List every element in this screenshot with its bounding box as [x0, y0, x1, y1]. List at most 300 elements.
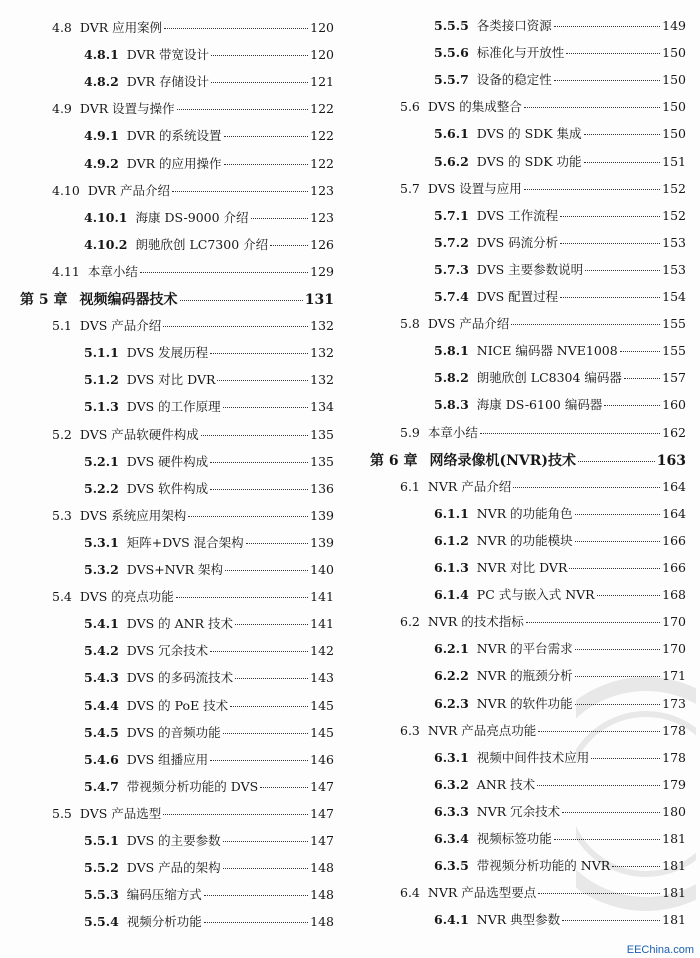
toc-entry[interactable] [400, 97, 686, 115]
toc-entry-number: 5.4.3 [84, 670, 119, 686]
toc-entry-title: 本章小结 [427, 424, 478, 440]
toc-entry-page: 181 [662, 831, 686, 846]
toc-entry-number: 5.1 [52, 318, 72, 334]
toc-entry-page: 170 [662, 614, 686, 630]
toc-entry-number: 第 5 章 [20, 292, 68, 308]
toc-entry-title: NVR 的技术指标 [427, 614, 524, 630]
toc-entry-number: 6.1.1 [434, 505, 469, 521]
toc-entry-title: NVR 的平台需求 [476, 641, 573, 657]
toc-entry-page: 145 [310, 697, 334, 713]
toc-entry-title: DVS 的集成整合 [427, 99, 522, 115]
toc-entry-title: 编码压缩方式 [126, 887, 202, 903]
toc-entry[interactable] [84, 885, 334, 903]
toc-entry-number: 5.5.3 [84, 887, 119, 903]
toc-entry-number: 4.8.1 [84, 47, 119, 63]
toc-entry-number: 5.6.1 [434, 126, 469, 142]
toc-entry-title: NVR 的瓶颈分析 [476, 668, 573, 684]
toc-entry[interactable] [52, 181, 334, 199]
toc-entry-page: 148 [310, 860, 334, 876]
toc-entry-number: 4.11 [52, 263, 80, 279]
toc-entry-page: 160 [662, 397, 686, 413]
toc-entry[interactable] [84, 479, 334, 497]
toc-entry-page: 148 [310, 914, 334, 930]
toc-entry-number: 4.9.2 [84, 155, 119, 171]
toc-entry-title: DVS 产品软硬件构成 [79, 426, 199, 442]
toc-entry-number: 5.3.2 [84, 562, 119, 577]
toc-entry-title: PC 式与嵌入式 NVR [476, 587, 595, 603]
toc-leader-dots [270, 245, 308, 246]
toc-entry-number: 5.6 [400, 99, 420, 115]
toc-entry-page: 142 [310, 643, 334, 659]
toc-entry[interactable] [84, 750, 334, 768]
toc-entry-number: 5.3.1 [84, 534, 119, 550]
toc-entry-number: 5.4.5 [84, 724, 119, 740]
toc-entry-title: DVS 硬件构成 [126, 453, 209, 469]
toc-entry-title: NVR 的功能模块 [476, 532, 573, 548]
toc-entry-page: 151 [662, 153, 686, 169]
toc-entry[interactable] [84, 533, 334, 551]
toc-entry-title: DVS 软件构成 [126, 480, 209, 496]
toc-entry-page: 154 [662, 289, 686, 304]
toc-entry-page: 147 [310, 805, 334, 821]
toc-entry-number: 5.8 [400, 316, 420, 332]
toc-entry[interactable] [52, 425, 334, 443]
toc-entry-page: 171 [662, 668, 686, 684]
toc-leader-dots [172, 191, 308, 192]
toc-entry-page: 129 [310, 263, 334, 279]
toc-entry-title: DVS 码流分析 [476, 234, 559, 250]
toc-entry[interactable] [434, 16, 686, 34]
toc-entry-title: NVR 对比 DVR [476, 560, 568, 575]
toc-entry-page: 132 [310, 372, 334, 388]
toc-leader-dots [223, 841, 308, 842]
toc-entry-title: 海康 DS-6100 编码器 [476, 397, 603, 413]
toc-entry-title: DVS 的音频功能 [126, 724, 221, 740]
toc-entry[interactable] [52, 99, 334, 117]
toc-entry-number: 5.4.2 [84, 643, 119, 659]
toc-leader-dots [210, 353, 308, 354]
toc-entry-number: 5.5.4 [84, 914, 119, 930]
toc-entry-number: 6.1.2 [434, 532, 469, 548]
toc-entry-title: DVS 的主要参数 [126, 833, 221, 848]
toc-entry-number: 5.5.1 [84, 833, 119, 848]
toc-entry-page: 178 [662, 722, 686, 738]
toc-leader-dots [176, 597, 308, 598]
toc-entry[interactable] [84, 668, 334, 686]
toc-entry[interactable] [434, 260, 686, 278]
toc-entry[interactable] [84, 343, 334, 361]
toc-entry-page: 136 [310, 480, 334, 496]
toc-entry[interactable] [370, 450, 686, 470]
toc-leader-dots [163, 814, 308, 815]
toc-entry-number: 5.9 [400, 424, 420, 440]
toc-entry-title: DVS 设置与应用 [427, 180, 522, 196]
toc-entry-page: 148 [310, 887, 334, 903]
toc-entry-title: NVR 产品选型要点 [427, 885, 537, 901]
toc-leader-dots [513, 487, 660, 488]
toc-entry[interactable] [434, 368, 686, 386]
toc-leader-dots [230, 706, 308, 707]
toc-entry-page: 157 [662, 370, 686, 386]
toc-entry-number: 5.2.2 [84, 480, 119, 496]
toc-entry-number: 5.2 [52, 426, 72, 442]
toc-leader-dots [235, 678, 308, 679]
toc-leader-dots [163, 326, 308, 327]
toc-entry[interactable] [84, 154, 334, 172]
toc-entry[interactable] [84, 560, 334, 578]
toc-leader-dots [511, 324, 660, 325]
toc-leader-dots [524, 189, 660, 190]
toc-entry[interactable] [400, 612, 686, 630]
toc-leader-dots [585, 270, 660, 271]
toc-entry[interactable] [84, 614, 334, 632]
toc-entry-number: 6.3.1 [434, 749, 469, 765]
toc-entry-number: 4.9 [52, 101, 72, 117]
toc-leader-dots [524, 107, 660, 108]
toc-entry-title: NVR 的功能角色 [476, 505, 573, 521]
toc-leader-dots [575, 541, 660, 542]
toc-entry[interactable] [434, 70, 686, 88]
toc-entry-page: 150 [662, 126, 686, 142]
toc-leader-dots [211, 55, 308, 56]
toc-entry-title: NVR 产品介绍 [427, 478, 512, 494]
toc-entry-title: DVS 主要参数说明 [476, 261, 584, 277]
toc-entry[interactable] [400, 179, 686, 197]
toc-entry[interactable] [84, 858, 334, 876]
toc-entry-page: 162 [662, 424, 686, 440]
toc-entry-page: 150 [662, 45, 686, 61]
toc-entry-title: DVS 的工作原理 [126, 399, 221, 415]
toc-entry[interactable] [434, 341, 686, 359]
toc-entry[interactable] [84, 397, 334, 415]
toc-entry-title: DVR 的系统设置 [126, 128, 222, 144]
toc-entry-page: 166 [662, 560, 686, 575]
toc-entry-page: 149 [662, 18, 686, 33]
toc-entry-page: 181 [662, 858, 686, 874]
brand-watermark[interactable]: EEChina.com [626, 944, 694, 956]
toc-leader-dots [560, 216, 660, 217]
toc-entry-title: 朗驰欣创 LC8304 编码器 [476, 370, 622, 386]
toc-entry-number: 6.3.2 [434, 776, 469, 792]
toc-leader-dots [620, 351, 660, 352]
toc-leader-dots [624, 378, 660, 379]
toc-entry-page: 123 [310, 209, 334, 225]
toc-entry-page: 126 [310, 236, 334, 252]
toc-entry-number: 6.2.2 [434, 668, 469, 684]
toc-entry-title: DVS 发展历程 [126, 345, 209, 361]
toc-entry-page: 122 [310, 101, 334, 117]
toc-entry-title: 带视频分析功能的 DVS [126, 778, 259, 794]
toc-leader-dots [180, 300, 303, 301]
toc-entry[interactable] [84, 641, 334, 659]
toc-entry-number: 5.6.2 [434, 153, 469, 169]
toc-entry-title: NVR 冗余技术 [476, 803, 561, 819]
toc-leader-dots [164, 28, 308, 29]
toc-entry-number: 6.2 [400, 614, 420, 630]
toc-entry-page: 163 [656, 452, 686, 469]
toc-entry-title: 本章小结 [87, 263, 138, 279]
toc-entry-page: 152 [662, 180, 686, 196]
toc-entry-page: 135 [310, 453, 334, 469]
toc-entry-title: DVS 产品介绍 [427, 316, 510, 332]
toc-entry-number: 6.4 [400, 885, 420, 901]
toc-entry[interactable] [20, 289, 334, 309]
toc-entry-number: 5.4.1 [84, 616, 119, 632]
toc-leader-dots [526, 622, 660, 623]
toc-entry-number: 5.8.1 [434, 343, 469, 359]
toc-entry[interactable] [84, 723, 334, 741]
toc-entry-page: 173 [662, 695, 686, 711]
toc-entry-title: DVS 的亮点功能 [79, 589, 174, 605]
toc-entry-title: DVS 冗余技术 [126, 643, 209, 659]
toc-leader-dots [210, 462, 308, 463]
toc-entry-title: 视频分析功能 [126, 914, 202, 930]
toc-entry-page: 141 [310, 616, 334, 632]
toc-entry[interactable] [84, 235, 334, 253]
toc-entry-number: 5.4.6 [84, 751, 119, 767]
toc-entry-page: 152 [662, 207, 686, 223]
toc-leader-dots [566, 53, 660, 54]
toc-entry[interactable] [84, 912, 334, 930]
toc-entry-number: 5.7.3 [434, 261, 469, 277]
toc-leader-dots [554, 26, 660, 27]
toc-leader-dots [578, 461, 655, 462]
toc-entry-title: 网络录像机(NVR)技术 [429, 452, 577, 469]
toc-entry-page: 147 [310, 833, 334, 848]
toc-entry-number: 6.4.1 [434, 912, 469, 928]
toc-entry-number: 4.10.2 [84, 236, 128, 252]
toc-leader-dots [210, 489, 308, 490]
toc-entry[interactable] [84, 452, 334, 470]
toc-entry-page: 153 [662, 261, 686, 277]
toc-leader-dots [246, 543, 309, 544]
toc-entry-title: ANR 技术 [476, 776, 536, 792]
toc-entry-number: 5.8.3 [434, 397, 469, 413]
toc-entry-number: 5.4.7 [84, 778, 119, 794]
toc-entry-title: DVR 的应用操作 [126, 155, 222, 171]
toc-entry-title: NVR 的软件功能 [476, 695, 573, 711]
toc-entry-title: DVS 组播应用 [126, 751, 209, 767]
toc-entry-page: 170 [662, 641, 686, 657]
toc-leader-dots [223, 868, 308, 869]
toc-entry-page: 131 [304, 292, 334, 308]
toc-entry-number: 6.2.1 [434, 641, 469, 657]
toc-leader-dots [225, 570, 308, 571]
toc-entry-number: 6.1 [400, 478, 420, 494]
toc-entry-page: 164 [662, 478, 686, 494]
toc-entry-page: 147 [310, 778, 334, 794]
toc-entry-number: 6.2.3 [434, 695, 469, 711]
toc-entry-page: 181 [662, 885, 686, 901]
toc-entry-page: 146 [310, 751, 334, 767]
toc-entry-number: 4.10.1 [84, 209, 128, 225]
toc-entry[interactable] [84, 831, 334, 849]
toc-leader-dots [211, 82, 308, 83]
toc-entry-title: NICE 编码器 NVE1008 [476, 343, 618, 359]
toc-entry[interactable] [400, 314, 686, 332]
toc-leader-dots [569, 568, 660, 569]
toc-entry-page: 121 [310, 74, 334, 90]
toc-entry-number: 5.1.2 [84, 372, 119, 388]
toc-entry[interactable] [52, 316, 334, 334]
toc-entry-page: 123 [310, 182, 334, 198]
toc-leader-dots [204, 895, 308, 896]
toc-leader-dots [177, 109, 309, 110]
toc-entry[interactable] [84, 45, 334, 63]
toc-entry-title: DVR 应用案例 [79, 20, 163, 35]
toc-leader-dots [210, 760, 308, 761]
toc-entry[interactable] [84, 72, 334, 90]
toc-entry[interactable] [434, 206, 686, 224]
toc-entry-title: DVS 的 PoE 技术 [126, 697, 229, 713]
toc-leader-dots [597, 595, 661, 596]
toc-entry-title: DVS 的 ANR 技术 [126, 616, 233, 632]
toc-entry-title: DVR 产品介绍 [87, 182, 171, 198]
toc-entry-page: 143 [310, 670, 334, 686]
toc-entry[interactable] [84, 126, 334, 144]
toc-entry-page: 164 [662, 505, 686, 521]
toc-entry-number: 4.10 [52, 182, 80, 198]
toc-entry[interactable] [84, 208, 334, 226]
toc-entry-number: 4.9.1 [84, 128, 119, 144]
toc-entry-title: 带视频分析功能的 NVR [476, 858, 611, 874]
toc-entry-title: DVS 配置过程 [476, 289, 559, 304]
toc-entry[interactable] [434, 531, 686, 549]
toc-entry-title: 矩阵+DVS 混合架构 [126, 534, 244, 550]
toc-entry[interactable] [434, 558, 686, 576]
toc-leader-dots [204, 922, 308, 923]
toc-entry-title: DVS 产品介绍 [79, 318, 162, 334]
toc-leader-dots [201, 435, 308, 436]
toc-entry-page: 153 [662, 234, 686, 250]
toc-entry-page: 122 [310, 128, 334, 144]
toc-entry-number: 6.1.3 [434, 560, 469, 575]
toc-entry[interactable] [52, 804, 334, 822]
toc-entry[interactable] [84, 370, 334, 388]
toc-entry-title: NVR 产品亮点功能 [427, 722, 537, 738]
toc-entry-page: 178 [662, 749, 686, 765]
toc-entry-page: 132 [310, 345, 334, 361]
toc-entry-number: 5.5.2 [84, 860, 119, 876]
toc-leader-dots [224, 164, 309, 165]
toc-entry-page: 134 [310, 399, 334, 415]
toc-entry-title: 视频中间件技术应用 [476, 749, 590, 765]
toc-entry[interactable] [434, 504, 686, 522]
toc-entry-page: 120 [310, 47, 334, 63]
toc-leader-dots [584, 162, 661, 163]
toc-entry[interactable] [52, 506, 334, 524]
toc-entry-page: 132 [310, 318, 334, 334]
toc-entry-number: 5.8.2 [434, 370, 469, 386]
toc-entry-title: NVR 典型参数 [476, 912, 561, 928]
toc-entry-page: 155 [662, 316, 686, 332]
toc-entry-number: 5.1.3 [84, 399, 119, 415]
toc-entry-title: DVS 的 SDK 集成 [476, 126, 582, 142]
toc-entry[interactable] [400, 423, 686, 441]
toc-entry-title: DVR 设置与操作 [79, 101, 175, 117]
toc-entry-page: 139 [310, 507, 334, 523]
toc-entry-number: 第 6 章 [370, 452, 418, 469]
toc-leader-dots [560, 243, 660, 244]
toc-leader-dots [480, 433, 660, 434]
toc-entry-page: 180 [662, 803, 686, 819]
toc-entry[interactable] [434, 124, 686, 142]
toc-leader-dots [560, 297, 660, 298]
toc-entry-page: 181 [662, 912, 686, 928]
toc-entry-number: 6.3.3 [434, 803, 469, 819]
toc-leader-dots [584, 134, 661, 135]
toc-entry[interactable] [84, 696, 334, 714]
toc-entry-title: DVS 的多码流技术 [126, 670, 234, 686]
toc-entry-page: 166 [662, 532, 686, 548]
watermark-seal [576, 644, 696, 944]
toc-entry-number: 5.7.2 [434, 234, 469, 250]
toc-entry-number: 5.7 [400, 180, 420, 196]
toc-entry-number: 6.3.4 [434, 831, 469, 846]
toc-leader-dots [223, 407, 308, 408]
toc-entry-number: 5.4.4 [84, 697, 119, 713]
toc-entry-number: 5.5.7 [434, 72, 469, 88]
toc-entry-title: DVS 对比 DVR [126, 372, 216, 388]
toc-entry-title: DVS 的 SDK 功能 [476, 153, 582, 169]
toc-entry[interactable] [434, 43, 686, 61]
toc-entry-page: 122 [310, 155, 334, 171]
toc-entry[interactable] [52, 18, 334, 36]
toc-entry-title: DVS 产品的架构 [126, 860, 221, 876]
toc-entry-number: 6.1.4 [434, 587, 469, 603]
toc-entry[interactable] [434, 585, 686, 603]
toc-entry[interactable] [52, 587, 334, 605]
toc-entry-number: 5.5.6 [434, 45, 469, 61]
toc-entry[interactable] [52, 262, 334, 280]
toc-entry-title: 视频标签功能 [476, 831, 552, 846]
toc-entry-title: DVR 存储设计 [126, 74, 210, 90]
toc-entry-title: 视频编码器技术 [79, 292, 178, 308]
toc-entry-number: 5.5.5 [434, 18, 469, 33]
toc-entry-number: 5.5 [52, 805, 72, 821]
toc-leader-dots [210, 651, 308, 652]
toc-leader-dots [235, 624, 308, 625]
toc-entry-number: 5.4 [52, 589, 72, 605]
toc-entry-number: 5.1.1 [84, 345, 119, 361]
toc-entry-page: 168 [662, 587, 686, 603]
toc-entry-page: 120 [310, 20, 334, 35]
toc-entry-page: 150 [662, 72, 686, 88]
toc-entry-page: 140 [310, 562, 334, 577]
toc-entry-number: 5.3 [52, 507, 72, 523]
toc-entry-title: 标准化与开放性 [476, 45, 565, 61]
toc-entry-title: DVS+NVR 架构 [126, 562, 224, 577]
toc-entry-title: 朗驰欣创 LC7300 介绍 [135, 236, 269, 252]
toc-entry[interactable] [434, 152, 686, 170]
toc-entry-number: 6.3.5 [434, 858, 469, 874]
toc-entry-page: 150 [662, 99, 686, 115]
toc-entry[interactable] [400, 477, 686, 495]
toc-entry[interactable] [434, 233, 686, 251]
toc-leader-dots [223, 733, 308, 734]
toc-entry[interactable] [84, 777, 334, 795]
toc-entry[interactable] [434, 395, 686, 413]
toc-entry[interactable] [434, 287, 686, 305]
toc-leader-dots [251, 218, 309, 219]
toc-entry-number: 4.8 [52, 20, 72, 35]
toc-leader-dots [217, 380, 308, 381]
toc-leader-dots [224, 136, 309, 137]
toc-entry-number: 4.8.2 [84, 74, 119, 90]
toc-entry-page: 135 [310, 426, 334, 442]
toc-entry-page: 141 [310, 589, 334, 605]
toc-leader-dots [554, 80, 660, 81]
